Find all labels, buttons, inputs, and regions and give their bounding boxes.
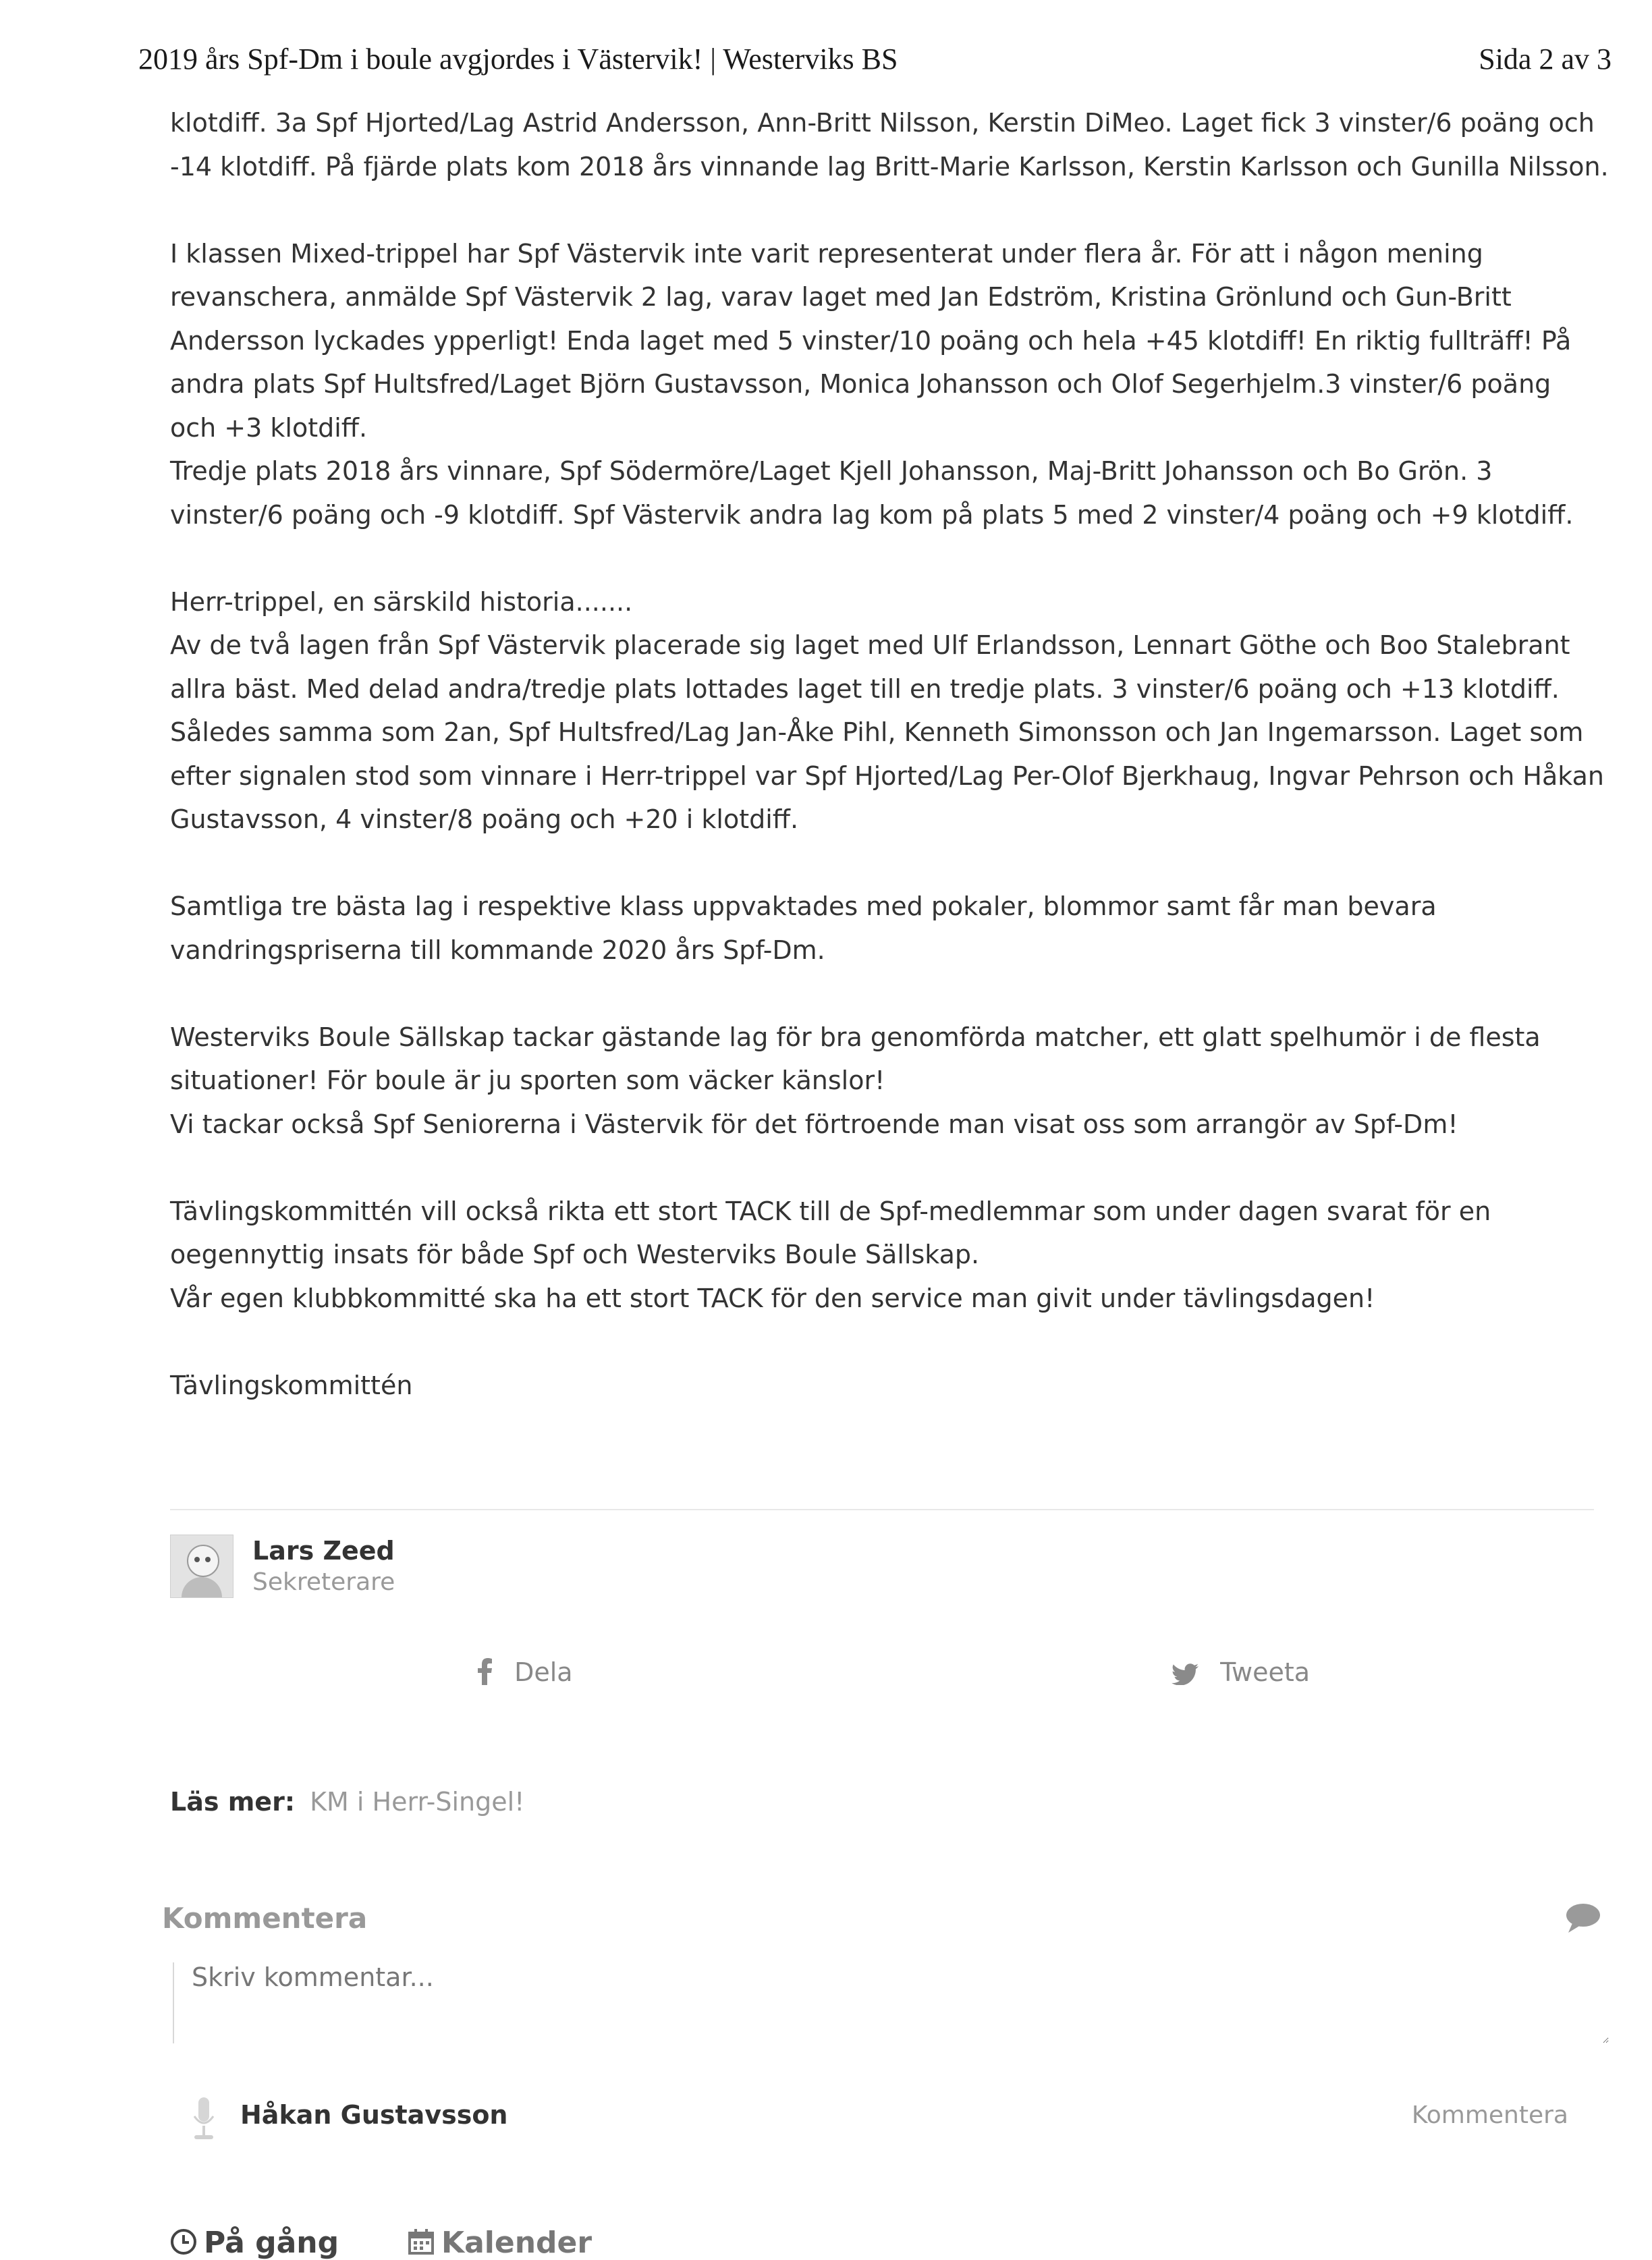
article-line: revanschera, anmälde Spf Västervik 2 lag, varav laget med Jan Edström, Kristina Grönlund och Gun-Britt bbox=[170, 282, 1512, 312]
article-line: andra plats Spf Hultsfred/Laget Björn Gustavsson, Monica Johansson och Olof Segerhjelm.3 vinster/6 poäng bbox=[170, 369, 1551, 399]
clock-icon bbox=[170, 2228, 197, 2255]
twitter-icon bbox=[1172, 1663, 1199, 1685]
article-line: oegennyttig insats för både Spf och Westerviks Boule Sällskap. bbox=[170, 1240, 980, 1269]
read-more bbox=[170, 1787, 524, 1817]
tab-kalender-label: Kalender bbox=[441, 2226, 593, 2260]
tab-pa-gang[interactable] bbox=[170, 2226, 339, 2260]
submit-comment-button[interactable]: Kommentera bbox=[1411, 2101, 1568, 2129]
comment-author-row bbox=[170, 2092, 1594, 2146]
read-more-link[interactable]: KM i Herr-Singel! bbox=[310, 1787, 525, 1817]
comment-input[interactable] bbox=[173, 1962, 1609, 2043]
share-twitter-button[interactable] bbox=[1172, 1657, 1310, 1691]
tab-kalender[interactable] bbox=[408, 2226, 592, 2260]
article-line: situationer! För boule är ju sporten som väcker känslor! bbox=[170, 1066, 885, 1095]
article-paragraph bbox=[170, 580, 1604, 842]
article-body bbox=[170, 101, 1609, 1451]
article-paragraph bbox=[170, 232, 1594, 537]
share-facebook-button[interactable] bbox=[478, 1657, 573, 1691]
author-avatar bbox=[170, 1535, 233, 1598]
share-facebook-label: Dela bbox=[514, 1657, 573, 1687]
article-line: Vår egen klubbkommitté ska ha ett stort TACK för den service man givit under tävlingsdagen! bbox=[170, 1283, 1375, 1313]
article-line: Vi tackar också Spf Seniorerna i Västervik för det förtroende man visat oss som arrangör av Spf-Dm! bbox=[170, 1109, 1458, 1139]
read-more-label: Läs mer: bbox=[170, 1787, 296, 1817]
share-twitter-label: Tweeta bbox=[1220, 1657, 1311, 1687]
article-paragraph bbox=[170, 1190, 1594, 1321]
article-line: efter signalen stod som vinnare i Herr-trippel var Spf Hjorted/Lag Per-Olof Bjerkhaug, Ingvar Pehrson och Håkan bbox=[170, 761, 1604, 791]
article-line: I klassen Mixed-trippel har Spf Västervik inte varit representerat under flera år. För att i någon mening bbox=[170, 238, 1483, 269]
article-line: Herr-trippel, en särskild historia....... bbox=[170, 586, 633, 617]
speech-bubble-icon bbox=[1566, 1903, 1601, 1935]
facebook-icon bbox=[478, 1658, 493, 1685]
microphone-avatar-icon bbox=[190, 2096, 217, 2143]
article-line: Således samma som 2an, Spf Hultsfred/Lag Jan-Åke Pihl, Kenneth Simonsson och Jan Ingemarsson. Laget som bbox=[170, 717, 1584, 747]
tab-pa-gang-label: På gång bbox=[204, 2226, 339, 2260]
article-line: vandringspriserna till kommande 2020 års Spf-Dm. bbox=[170, 935, 825, 965]
calendar-icon bbox=[408, 2228, 435, 2255]
comments-heading: Kommentera bbox=[162, 1902, 368, 1935]
author-role: Sekreterare bbox=[252, 1568, 395, 1596]
print-header-page-number: Sida 2 av 3 bbox=[1479, 43, 1612, 76]
divider bbox=[170, 1509, 1594, 1510]
article-paragraph bbox=[170, 101, 1609, 188]
article-line: vinster/6 poäng och -9 klotdiff. Spf Västervik andra lag kom på plats 5 med 2 vinster/4 poäng och +9 klotdiff. bbox=[170, 499, 1574, 530]
article-paragraph bbox=[170, 885, 1594, 972]
article-line: klotdiff. 3a Spf Hjorted/Lag Astrid Andersson, Ann-Britt Nilsson, Kerstin DiMeo. Laget fick 3 vinster/6 poäng och bbox=[170, 108, 1595, 138]
comment-author-name: Håkan Gustavsson bbox=[240, 2100, 508, 2130]
article-line: allra bäst. Med delad andra/tredje plats lottades laget till en tredje plats. 3 vinster/6 poäng och +13 klotdiff. bbox=[170, 673, 1560, 704]
article-paragraph bbox=[170, 1016, 1594, 1147]
author-name: Lars Zeed bbox=[252, 1536, 395, 1566]
article-line: -14 klotdiff. På fjärde plats kom 2018 års vinnande lag Britt-Marie Karlsson, Kerstin Karlsson och Gunilla Nilsson. bbox=[170, 151, 1609, 182]
article-line: Tredje plats 2018 års vinnare, Spf Södermöre/Laget Kjell Johansson, Maj-Britt Johansson och Bo Grön. 3 bbox=[170, 456, 1493, 486]
article-line: Gustavsson, 4 vinster/8 poäng och +20 i klotdiff. bbox=[170, 804, 799, 834]
article-line: Av de två lagen från Spf Västervik placerade sig laget med Ulf Erlandsson, Lennart Göthe och Boo Stalebrant bbox=[170, 630, 1570, 660]
article-line: Westerviks Boule Sällskap tackar gästande lag för bra genomförda matcher, ett glatt spelhumör i de flesta bbox=[170, 1022, 1541, 1052]
print-header-title: 2019 års Spf-Dm i boule avgjordes i Västervik! | Westerviks BS bbox=[138, 43, 898, 76]
article-line: Samtliga tre bästa lag i respektive klass uppvaktades med pokaler, blommor samt får man bevara bbox=[170, 891, 1437, 921]
article-paragraph bbox=[170, 1364, 1594, 1408]
article-line: Tävlingskommittén vill också rikta ett stort TACK till de Spf-medlemmar som under dagen svarat för en bbox=[170, 1196, 1491, 1226]
article-line: Andersson lyckades ypperligt! Enda laget med 5 vinster/10 poäng och hela +45 klotdiff! En riktig fullträff! På bbox=[170, 325, 1572, 356]
article-line: och +3 klotdiff. bbox=[170, 412, 368, 443]
article-line: Tävlingskommittén bbox=[170, 1370, 413, 1400]
print-header bbox=[138, 42, 1612, 89]
